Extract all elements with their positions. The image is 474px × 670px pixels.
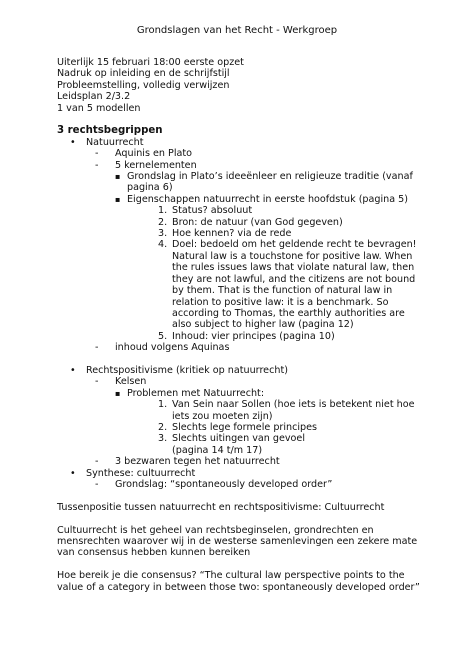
list-item-label: Eigenschappen natuurrecht in eerste hoofdstuk (pagina 5) xyxy=(127,193,409,205)
item-number: 5. xyxy=(158,330,168,342)
list-item-grondslag xyxy=(57,171,422,194)
list-item-label: Grondslag in Plato’s ideeënleer en religieuze traditie (vanaf pagina 6) xyxy=(127,171,413,194)
list-item-bezwaren xyxy=(57,456,422,467)
numbered-item xyxy=(57,433,422,456)
dash-marker: - xyxy=(95,148,99,160)
item-text: Slechts uitingen van gevoel (pagina 14 t/m 17) xyxy=(172,433,305,456)
item-number: 2. xyxy=(158,421,168,433)
item-text: Status? absoluut xyxy=(172,205,253,217)
list-item-kelsen xyxy=(57,376,422,387)
intro-line: Uiterlijk 15 februari 18:00 eerste opzet xyxy=(57,57,244,68)
item-text: Slechts lege formele principes xyxy=(172,421,318,433)
list-item-label: Aquinis en Plato xyxy=(115,148,193,160)
numbered-item xyxy=(57,239,422,330)
numbered-item xyxy=(57,217,422,228)
intro-line: 1 van 5 modellen xyxy=(57,102,141,114)
list-item-rechtspositivisme xyxy=(57,365,422,376)
list-item-label: Grondslag: “spontaneously developed order” xyxy=(115,479,333,490)
problemen-list xyxy=(57,399,422,456)
item-text: Inhoud: vier principes (pagina 10) xyxy=(172,330,335,342)
dash-marker: - xyxy=(95,159,99,171)
item-number: 3. xyxy=(158,433,168,445)
page-header: Grondslagen van het Recht - Werkgroep xyxy=(136,25,338,36)
list-item-kernelementen xyxy=(57,160,422,171)
list-item-inhoud-aquinas xyxy=(57,342,422,353)
numbered-item xyxy=(57,399,422,422)
dash-marker: - xyxy=(95,376,99,388)
item-text: Van Sein naar Sollen (hoe iets is betekent niet hoe iets zou moeten zijn) xyxy=(172,399,415,422)
square-bullet-marker: ▪ xyxy=(115,172,121,182)
item-text: Hoe kennen? via de rede xyxy=(172,228,292,240)
paragraph-tussenpositie: Tussenpositie tussen natuurrecht en rechtspositivisme: Cultuurrecht xyxy=(57,501,385,513)
list-item-synthese-grondslag xyxy=(57,479,422,490)
bullet-marker: • xyxy=(70,364,76,376)
item-number: 4. xyxy=(158,239,168,251)
intro-line: Leidsplan 2/3.2 xyxy=(57,91,131,103)
list-item-eigenschappen xyxy=(57,194,422,205)
list-item-label: Synthese: cultuurrecht xyxy=(86,467,196,479)
square-bullet-marker: ▪ xyxy=(115,388,121,398)
paragraph-consensus: Hoe bereik je die consensus? “The cultural law perspective points to the value of a category in between those two: spontaneously developed order” xyxy=(57,570,420,593)
bullet-marker: • xyxy=(70,136,76,148)
numbered-item xyxy=(57,228,422,239)
section-heading: 3 rechtsbegrippen xyxy=(57,125,163,137)
list-item-synthese xyxy=(57,468,422,479)
list-item-label: 3 bezwaren tegen het natuurrecht xyxy=(115,456,280,468)
list-item-label: Problemen met Natuurrecht: xyxy=(127,387,265,399)
list-item-label: inhoud volgens Aquinas xyxy=(115,342,230,354)
item-number: 2. xyxy=(158,216,168,228)
item-number: 1. xyxy=(158,399,168,411)
list-item-label: Rechtspositivisme (kritiek op natuurrecht) xyxy=(86,364,288,376)
numbered-item xyxy=(57,331,422,342)
dash-marker: - xyxy=(95,342,99,354)
item-text: Doel: bedoeld om het geldende recht te bevragen! Natural law is a touchstone for positive law. When the rules issues laws that violate natural law, then they are not lawful, and the citizens are not bound by them. That is the function of natural law in relation to positive law: it is a benchmark. So according to Thomas, the earthly authorities are also subject to higher law (pagina 12) xyxy=(172,239,417,331)
eigenschappen-list xyxy=(57,205,422,342)
document-body xyxy=(57,57,422,593)
item-text: Bron: de natuur (van God gegeven) xyxy=(172,216,343,228)
bullet-marker: • xyxy=(70,467,76,479)
list-item-label: Natuurrecht xyxy=(86,136,144,148)
numbered-item xyxy=(57,422,422,433)
intro-notes xyxy=(57,57,422,114)
square-bullet-marker: ▪ xyxy=(115,194,121,204)
paragraph-cultuurrecht: Cultuurrecht is het geheel van rechtsbeginselen, grondrechten en mensrechten waarover wij in de westerse samenlevingen een zekere mate van consensus hebben kunnen bereiken xyxy=(57,524,418,559)
list-item-problemen xyxy=(57,388,422,399)
numbered-item xyxy=(57,205,422,216)
list-item-aquinas-plato xyxy=(57,148,422,159)
dash-marker: - xyxy=(95,479,99,490)
list-item-natuurrecht xyxy=(57,137,422,148)
item-number: 3. xyxy=(158,228,168,240)
list-item-label: 5 kernelementen xyxy=(115,159,197,171)
dash-marker: - xyxy=(95,456,99,468)
list-item-label: Kelsen xyxy=(115,376,147,388)
intro-line: Probleemstelling, volledig verwijzen xyxy=(57,79,230,91)
intro-line: Nadruk op inleiding en de schrijfstijl xyxy=(57,68,230,80)
item-number: 1. xyxy=(158,205,168,217)
